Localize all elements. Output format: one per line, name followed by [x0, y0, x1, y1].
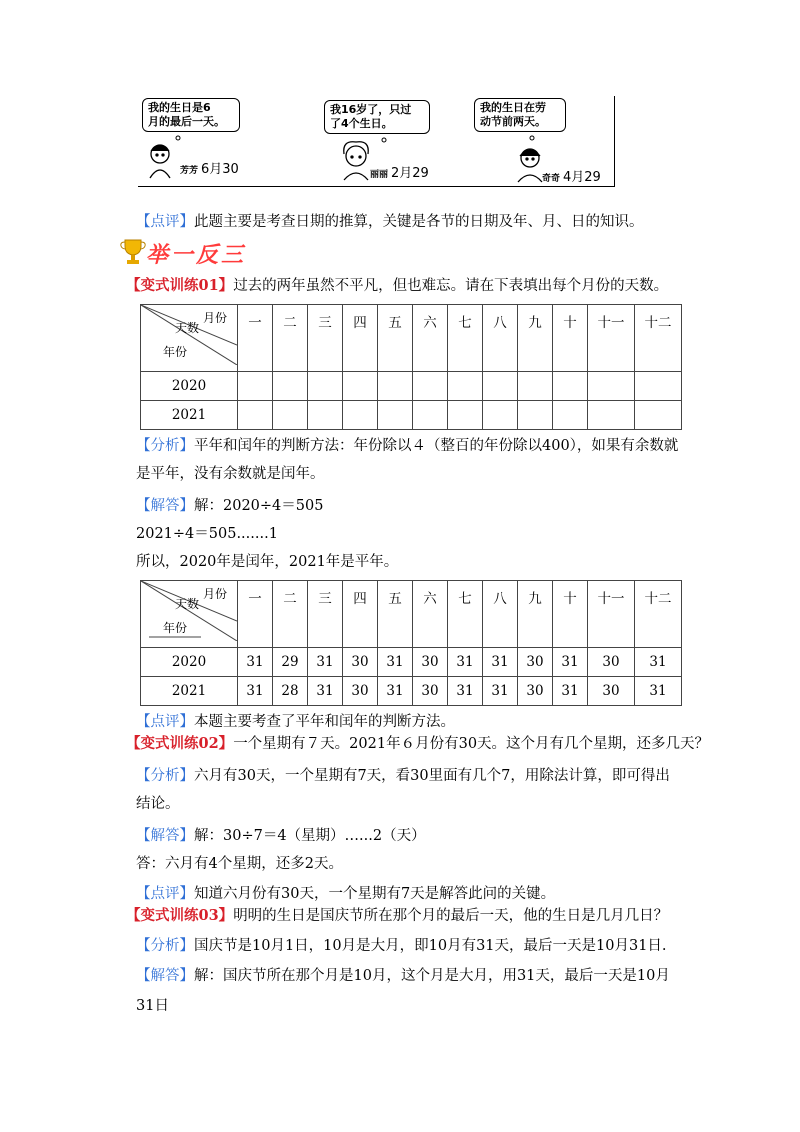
ex1-answer-2: 2021÷4＝505.......1: [136, 526, 278, 542]
day-cell: 31: [308, 648, 343, 677]
caption-3: 奇奇 4月29: [542, 170, 601, 185]
month-header: 三: [308, 581, 343, 648]
day-cell: 30: [518, 677, 553, 706]
month-header: 七: [448, 305, 483, 372]
ex1-analysis-2: 是平年，没有余数就是闰年。: [136, 466, 325, 482]
day-cell: 31: [378, 677, 413, 706]
day-cell: 30: [518, 648, 553, 677]
table-row: [141, 648, 682, 677]
day-cell: 30: [343, 648, 378, 677]
ex2-comment: 【点评】知道六月份有30天，一个星期有7天是解答此问的关键。: [136, 886, 556, 902]
day-cell: 30: [343, 677, 378, 706]
speech-bubble-1: 我的生日是6 月的最后一天。: [142, 98, 240, 132]
boy-figure-3: [518, 149, 542, 182]
caption-1: 芳芳 6月30: [180, 162, 239, 177]
section-banner: [118, 236, 248, 268]
day-cell: 31: [378, 648, 413, 677]
table-corner-cell: 月份 天数 年份: [141, 581, 238, 648]
month-header: 七: [448, 581, 483, 648]
ex1-comment: 【点评】本题主要考查了平年和闰年的判断方法。: [136, 714, 455, 730]
ex1-answer-3: 所以，2020年是闰年，2021年是平年。: [136, 554, 399, 570]
birthday-illustration: [138, 96, 615, 187]
month-header: 二: [273, 305, 308, 372]
ex2-answer-2: 答：六月有4个星期，还多2天。: [136, 856, 343, 872]
month-header: 一: [238, 305, 273, 372]
table-corner-cell: 月份 天数 年份: [141, 305, 238, 372]
banner-title: 举一反三: [146, 243, 247, 268]
day-cell: 31: [553, 677, 588, 706]
month-header: 六: [413, 581, 448, 648]
month-header: 九: [518, 581, 553, 648]
day-cell: 31: [448, 648, 483, 677]
month-header: 十: [553, 581, 588, 648]
day-cell: 31: [635, 677, 682, 706]
comment-0: 【点评】此题主要是考查日期的推算，关键是各节的日期及年、月、日的知识。: [136, 214, 644, 230]
month-header: 九: [518, 305, 553, 372]
day-cell: 31: [308, 677, 343, 706]
day-cell: 31: [635, 648, 682, 677]
day-cell: 30: [588, 677, 635, 706]
month-header: 十二: [635, 305, 682, 372]
day-cell: 31: [238, 648, 273, 677]
month-header: 三: [308, 305, 343, 372]
filled-days-table: [140, 580, 682, 706]
month-header: 五: [378, 581, 413, 648]
day-cell: 31: [553, 648, 588, 677]
ex3-answer-1: 【解答】解：国庆节所在那个月是10月，这个月是大月，用31天，最后一天是10月: [136, 968, 670, 984]
girl-figure-2: [344, 142, 369, 180]
speech-bubble-3: 我的生日在劳 动节前两天。: [474, 98, 566, 132]
ex1-answer-1: 【解答】解：2020÷4＝505: [136, 498, 324, 514]
day-cell: 31: [238, 677, 273, 706]
year-cell: 2020: [141, 372, 238, 401]
month-header: 五: [378, 305, 413, 372]
month-header: 八: [483, 305, 518, 372]
ex3-question: 【变式训练03】明明的生日是国庆节所在那个月的最后一天，他的生日是几月几日？: [126, 907, 669, 924]
ex2-question: 【变式训练02】一个星期有７天。2021年６月份有30天。这个月有几个星期，还多几天？: [126, 735, 710, 752]
table-row: [141, 677, 682, 706]
month-header: 十一: [588, 305, 635, 372]
year-cell: 2020: [141, 648, 238, 677]
ex2-answer-1: 【解答】解：30÷7＝4（星期）…...2（天）: [136, 828, 426, 844]
day-cell: 30: [413, 648, 448, 677]
day-cell: 30: [413, 677, 448, 706]
month-header: 一: [238, 581, 273, 648]
day-cell: 31: [483, 677, 518, 706]
table-row: [141, 401, 682, 430]
day-cell: 31: [483, 648, 518, 677]
month-header: 十二: [635, 581, 682, 648]
day-cell: 28: [273, 677, 308, 706]
month-header: 十: [553, 305, 588, 372]
ex2-analysis-1: 【分析】六月有30天，一个星期有7天，看30里面有几个7，用除法计算，即可得出: [136, 768, 670, 784]
ex1-question: 【变式训练01】过去的两年虽然不平凡，但也难忘。请在下表填出每个月份的天数。: [126, 277, 669, 294]
month-header: 八: [483, 581, 518, 648]
month-header: 四: [343, 305, 378, 372]
ex3-answer-2: 31日: [136, 998, 169, 1014]
day-cell: 29: [273, 648, 308, 677]
year-cell: 2021: [141, 401, 238, 430]
year-cell: 2021: [141, 677, 238, 706]
ex1-analysis-1: 【分析】平年和闰年的判断方法：年份除以４（整百的年份除以400），如果有余数就: [136, 438, 679, 454]
day-cell: 31: [448, 677, 483, 706]
ex2-analysis-2: 结论。: [136, 796, 180, 812]
trophy-icon: [118, 236, 148, 266]
girl-figure-1: [150, 145, 170, 178]
month-header: 六: [413, 305, 448, 372]
ex3-analysis-1: 【分析】国庆节是10月1日，10月是大月，即10月有31天，最后一天是10月31日.: [136, 938, 667, 954]
caption-2: 丽丽 2月29: [370, 166, 429, 181]
day-cell: 30: [588, 648, 635, 677]
table-row: [141, 372, 682, 401]
speech-bubble-2: 我16岁了，只过 了4个生日。: [324, 100, 430, 134]
empty-days-table: [140, 304, 682, 430]
month-header: 十一: [588, 581, 635, 648]
month-header: 四: [343, 581, 378, 648]
month-header: 二: [273, 581, 308, 648]
